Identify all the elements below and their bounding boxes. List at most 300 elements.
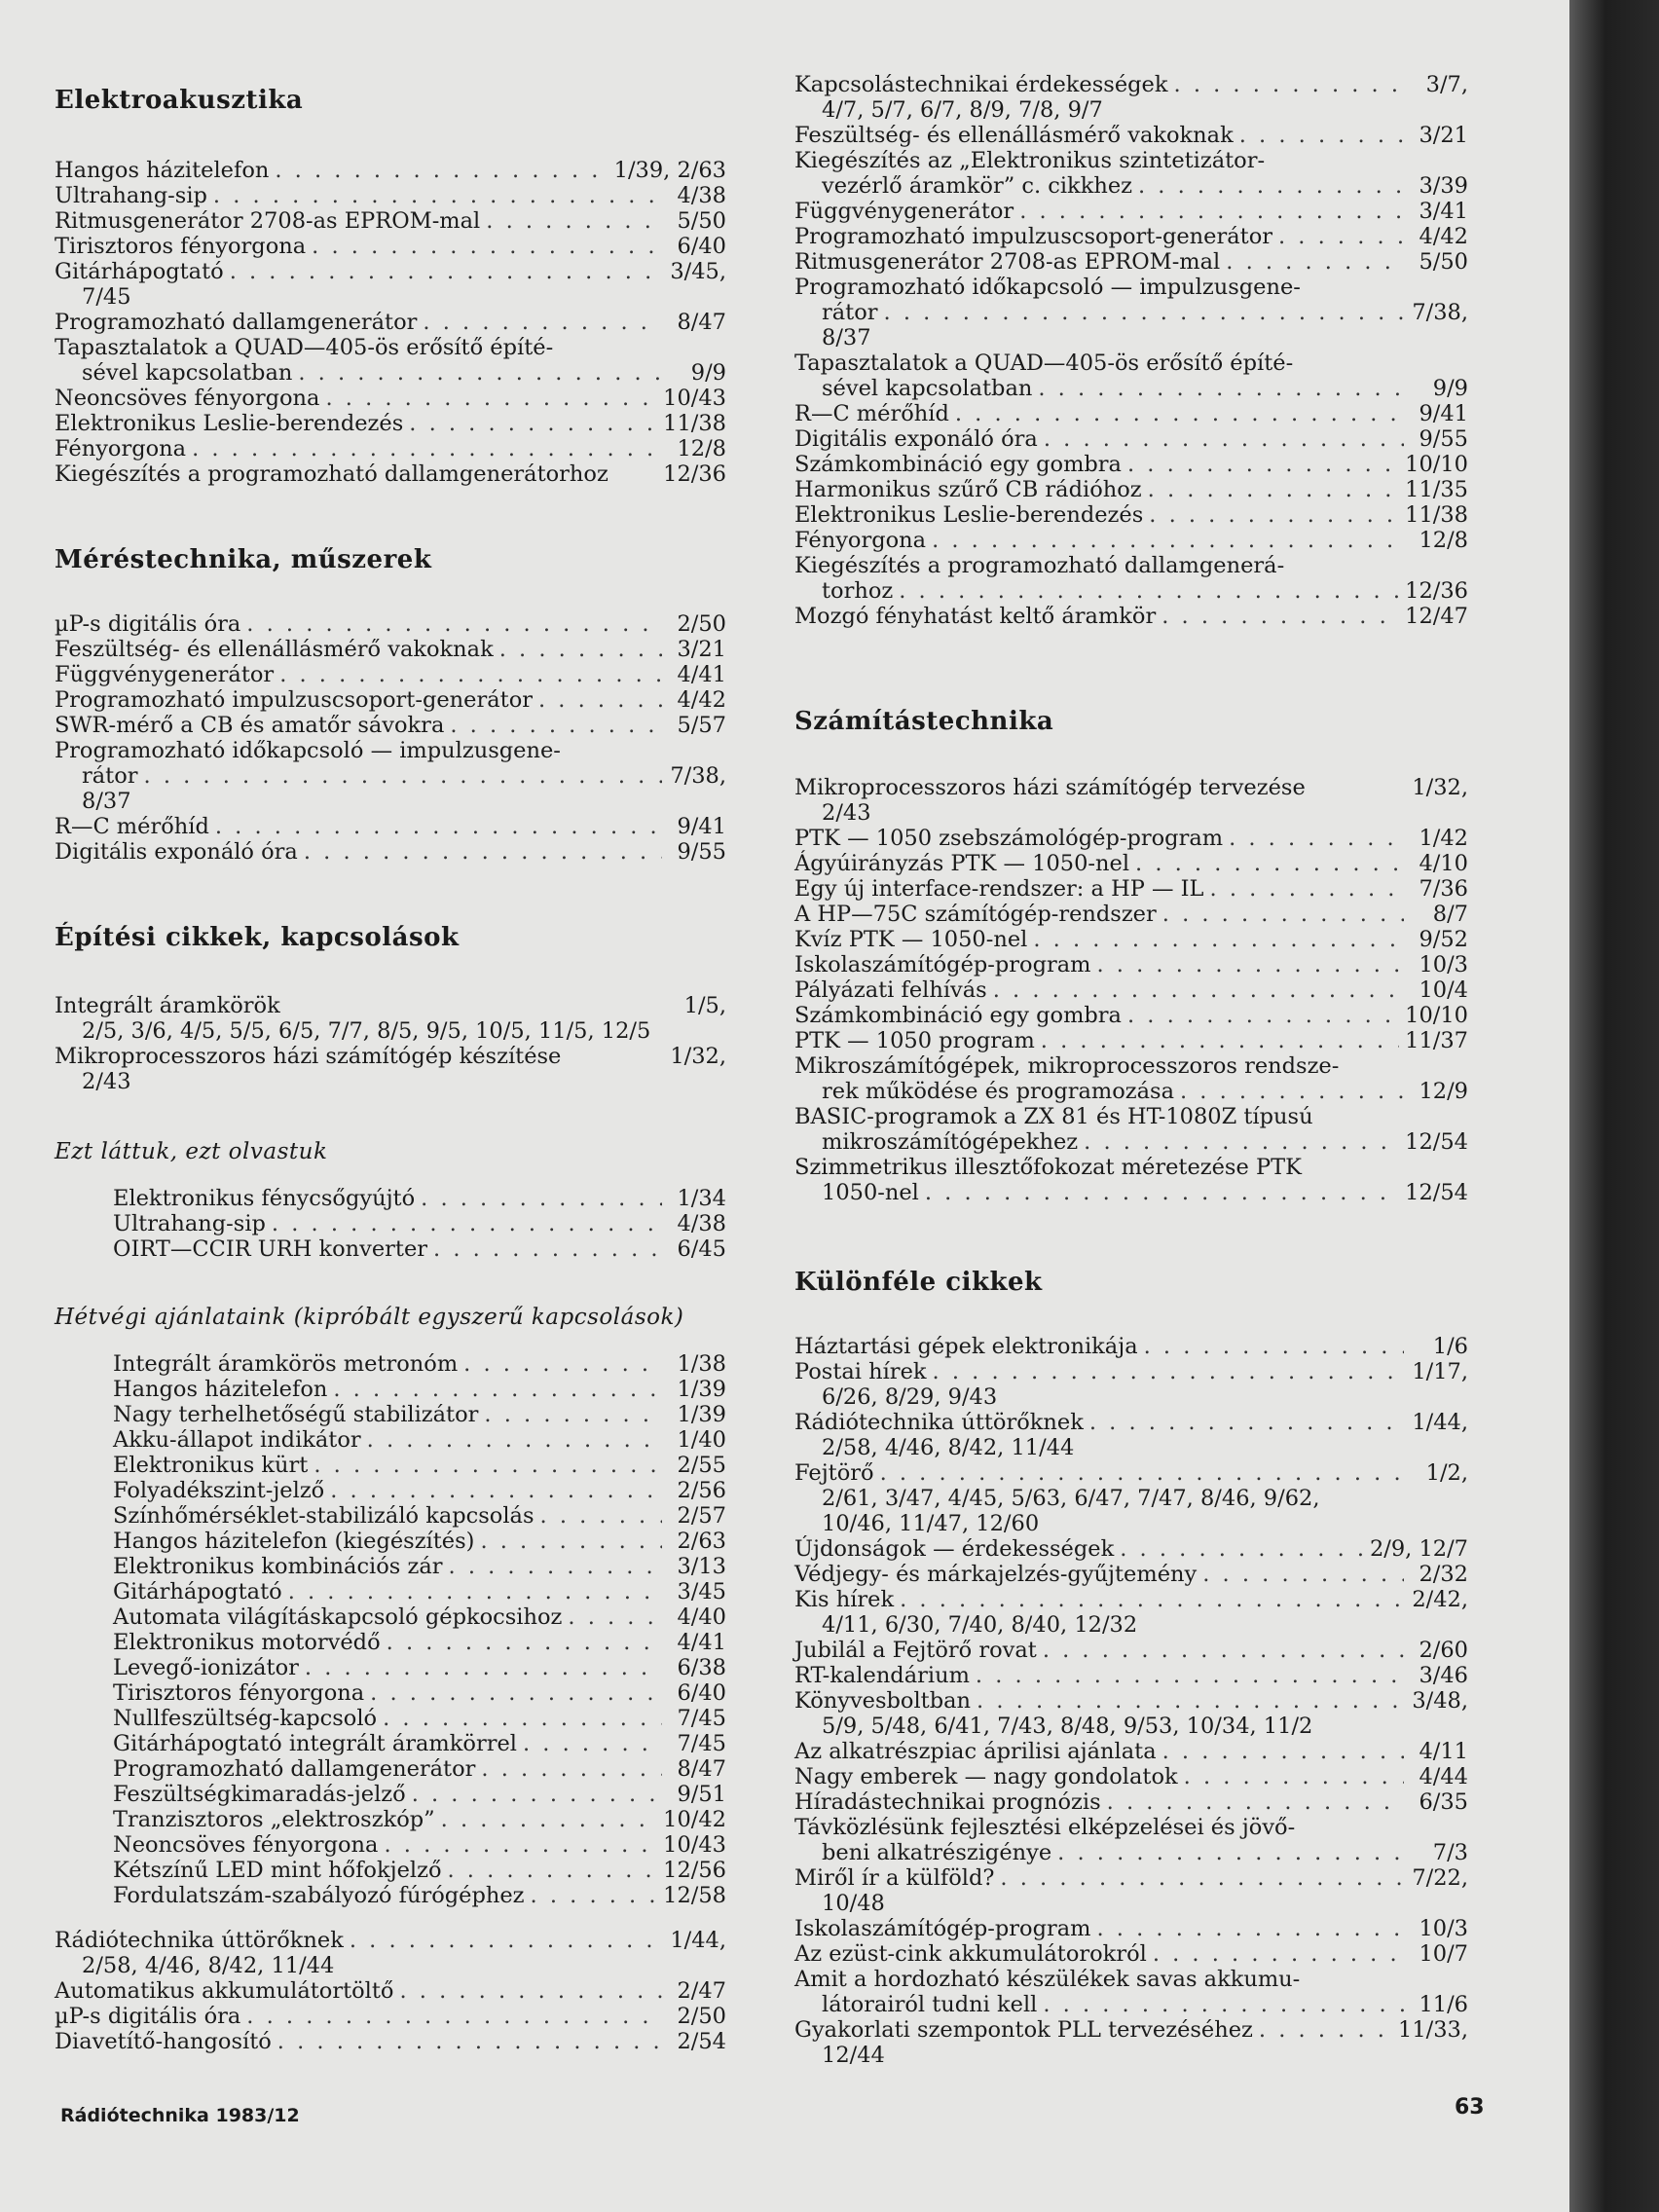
entry-title-line: Tapasztalatok a QUAD—405-ös erősítő építé- xyxy=(55,335,554,360)
entry-page-ref: 3/46 xyxy=(1419,1663,1468,1688)
dot-leader xyxy=(900,1587,1404,1612)
entry-page-ref: 9/55 xyxy=(677,839,726,865)
entry-title: beni alkatrészigénye xyxy=(822,1840,1052,1865)
index-entry xyxy=(794,376,1468,401)
dot-leader xyxy=(481,1756,662,1782)
section-merestechnika xyxy=(55,611,726,865)
index-entry xyxy=(55,158,726,183)
entry-title: Mozgó fényhatást keltő áramkör xyxy=(794,604,1157,629)
index-entry xyxy=(55,1655,726,1680)
entry-page-ref: 3/45, xyxy=(670,259,726,284)
index-entry xyxy=(55,1680,726,1706)
entry-page-ref: 4/40 xyxy=(677,1604,726,1630)
index-entry xyxy=(55,1351,726,1377)
entry-title: rek működése és programozása xyxy=(822,1079,1174,1104)
index-entry xyxy=(55,1579,726,1604)
index-entry xyxy=(55,436,726,461)
index-entry xyxy=(55,1044,726,1069)
entry-continuation: 6/26, 8/29, 9/43 xyxy=(822,1384,998,1410)
index-entry xyxy=(55,386,726,411)
entry-continuation: 2/58, 4/46, 8/42, 11/44 xyxy=(822,1435,1075,1460)
entry-title: Feszültségkimaradás-jelző xyxy=(113,1782,406,1807)
entry-page-ref: 4/41 xyxy=(677,1630,726,1655)
dot-leader xyxy=(1226,249,1404,275)
index-entry xyxy=(55,1706,726,1731)
dot-leader xyxy=(288,1579,662,1604)
entry-title: Rádiótechnika úttörőknek xyxy=(55,1928,344,1953)
entry-title: Elektronikus motorvédő xyxy=(113,1630,381,1655)
entry-title: Digitális exponáló óra xyxy=(55,839,298,865)
entry-page-ref: 2/50 xyxy=(677,2004,726,2029)
dot-leader xyxy=(1153,1941,1404,1967)
index-entry xyxy=(794,1129,1468,1155)
dot-leader xyxy=(399,1978,662,2004)
entry-title: rátor xyxy=(82,763,138,789)
entry-page-ref: 10/43 xyxy=(663,386,726,411)
dot-leader xyxy=(277,2029,662,2054)
footer-journal: Rádiótechnika 1983/12 xyxy=(60,2105,300,2126)
dot-leader xyxy=(1239,123,1404,148)
dot-leader xyxy=(433,1236,662,1262)
dot-leader xyxy=(1019,199,1404,224)
entry-title: Nagy terhelhetőségű stabilizátor xyxy=(113,1402,479,1427)
entry-title: Tranzisztoros „elektroszkóp” xyxy=(113,1807,435,1832)
index-entry xyxy=(794,199,1468,224)
dot-leader xyxy=(899,578,1399,604)
index-entry xyxy=(55,1211,726,1236)
index-entry xyxy=(55,1427,726,1453)
entry-page-ref: 10/3 xyxy=(1419,952,1468,977)
dot-leader xyxy=(387,1630,662,1655)
entry-page-ref: 2/55 xyxy=(677,1453,726,1478)
entry-continuation: 10/48 xyxy=(822,1891,885,1916)
dot-leader xyxy=(880,1460,1404,1486)
entry-continuation: 8/37 xyxy=(822,325,871,350)
index-entry xyxy=(55,1554,726,1579)
dot-leader xyxy=(523,1731,662,1756)
entry-page-ref: 1/5, xyxy=(683,993,726,1018)
section-hetvegi xyxy=(55,1351,726,1908)
index-entry xyxy=(55,1478,726,1503)
entry-title: Számkombináció egy gombra xyxy=(794,1003,1122,1028)
dot-leader xyxy=(1149,502,1399,528)
entry-page-ref: 4/41 xyxy=(677,662,726,687)
dot-leader xyxy=(932,528,1404,553)
dot-leader xyxy=(540,1503,662,1529)
dot-leader xyxy=(531,1883,658,1908)
entry-title: Színhőmérséklet-stabilizáló kapcsolás xyxy=(113,1503,535,1529)
index-entry xyxy=(55,1377,726,1402)
entry-title: Neoncsöves fényorgona xyxy=(113,1832,379,1858)
entry-title: Tirisztoros fényorgona xyxy=(55,234,307,259)
index-entry xyxy=(794,1688,1468,1714)
index-entry xyxy=(55,1453,726,1478)
entry-continuation: 12/44 xyxy=(822,2043,885,2068)
index-entry xyxy=(794,1992,1468,2017)
entry-title: Az ezüst-cink akkumulátorokról xyxy=(794,1941,1147,1967)
entry-title: Harmonikus szűrő CB rádióhoz xyxy=(794,477,1142,502)
entry-continuation: 2/43 xyxy=(822,800,871,826)
entry-title: R—C mérőhíd xyxy=(794,401,949,426)
index-entry xyxy=(55,662,726,687)
entry-page-ref: 1/32, xyxy=(1412,775,1468,800)
index-entry xyxy=(794,927,1468,952)
dot-leader xyxy=(993,977,1404,1003)
section-title-kulonfele: Különféle cikkek xyxy=(794,1268,1043,1297)
entry-page-ref: 8/7 xyxy=(1432,902,1468,927)
entry-title: Könyvesboltban xyxy=(794,1688,972,1714)
entry-title: PTK — 1050 program xyxy=(794,1028,1035,1053)
entry-title: Gitárhápogtató xyxy=(55,259,224,284)
section-title-ezt-lattuk: Ezt láttuk, ezt olvastuk xyxy=(55,1139,328,1164)
entry-title: Nagy emberek — nagy gondolatok xyxy=(794,1764,1178,1789)
entry-page-ref: 11/35 xyxy=(1405,477,1468,502)
entry-page-ref: 7/45 xyxy=(677,1706,726,1731)
section-ezt-lattuk xyxy=(55,1186,726,1262)
index-entry xyxy=(55,1186,726,1211)
entry-title: Diavetítő-hangosító xyxy=(55,2029,272,2054)
entry-page-ref: 2/57 xyxy=(677,1503,726,1529)
dot-leader xyxy=(333,1377,662,1402)
entry-title: mikroszámítógépekhez xyxy=(822,1129,1079,1155)
index-entry xyxy=(794,1460,1468,1486)
entry-page-ref: 2/32 xyxy=(1419,1562,1468,1587)
entry-page-ref: 10/10 xyxy=(1405,452,1468,477)
index-entry xyxy=(55,1832,726,1858)
dot-leader xyxy=(1127,1003,1399,1028)
entry-page-ref: 2/9, 12/7 xyxy=(1369,1536,1468,1562)
dot-leader xyxy=(421,1186,662,1211)
dot-leader xyxy=(1097,952,1405,977)
index-entry xyxy=(55,1756,726,1782)
index-entry xyxy=(794,1180,1468,1205)
index-entry xyxy=(794,502,1468,528)
entry-continuation: 10/46, 11/47, 12/60 xyxy=(822,1511,1040,1536)
index-entry xyxy=(55,1630,726,1655)
entry-page-ref: 1/38 xyxy=(677,1351,726,1377)
index-entry xyxy=(794,452,1468,477)
entry-page-ref: 2/63 xyxy=(677,1529,726,1554)
index-entry xyxy=(55,839,726,865)
entry-title: OIRT—CCIR URH konverter xyxy=(113,1236,428,1262)
dot-leader xyxy=(486,208,662,234)
index-entry xyxy=(55,637,726,662)
index-entry xyxy=(794,1789,1468,1815)
dot-leader xyxy=(325,386,657,411)
index-entry xyxy=(55,763,726,789)
entry-page-ref: 10/7 xyxy=(1419,1941,1468,1967)
index-entry xyxy=(794,902,1468,927)
index-entry xyxy=(794,1410,1468,1435)
entry-page-ref: 12/8 xyxy=(1419,528,1468,553)
dot-leader xyxy=(213,183,662,208)
dot-leader xyxy=(1161,604,1399,629)
entry-page-ref: 12/9 xyxy=(1419,1079,1468,1104)
dot-leader xyxy=(1210,876,1404,902)
entry-continuation: 4/7, 5/7, 6/7, 8/9, 7/8, 9/7 xyxy=(822,97,1103,123)
dot-leader xyxy=(1138,173,1404,199)
entry-title: Iskolaszámítógép-program xyxy=(794,952,1091,977)
entry-page-ref: 12/56 xyxy=(663,1858,726,1883)
entry-page-ref: 5/50 xyxy=(677,208,726,234)
entry-page-ref: 5/50 xyxy=(1419,249,1468,275)
entry-title: Számkombináció egy gombra xyxy=(794,452,1122,477)
index-entry xyxy=(794,1638,1468,1663)
dot-leader xyxy=(1184,1764,1404,1789)
entry-title: Akku-állapot indikátor xyxy=(113,1427,361,1453)
dot-leader xyxy=(976,1663,1404,1688)
entry-continuation: 5/9, 5/48, 6/41, 7/43, 8/48, 9/53, 10/34, 11/2 xyxy=(822,1714,1313,1739)
index-entry xyxy=(55,2029,726,2054)
index-entry xyxy=(794,952,1468,977)
entry-title-line: Kiegészítés a programozható dallamgenerá- xyxy=(794,553,1285,578)
dot-leader xyxy=(1120,1536,1364,1562)
dot-leader xyxy=(370,1680,662,1706)
entry-page-ref: 4/44 xyxy=(1419,1764,1468,1789)
entry-page-ref: 7/38, xyxy=(1412,300,1468,325)
dot-leader xyxy=(441,1807,658,1832)
dot-leader xyxy=(450,713,662,738)
dot-leader xyxy=(1107,1789,1404,1815)
entry-page-ref: 1/42 xyxy=(1419,826,1468,851)
dot-leader xyxy=(298,360,662,386)
index-entry xyxy=(794,604,1468,629)
index-entry xyxy=(794,851,1468,876)
entry-title-line: Távközlésünk fejlesztési elképzelései és jövő- xyxy=(794,1815,1296,1840)
entry-title: Programozható dallamgenerátor xyxy=(55,310,418,335)
entry-title: Fordulatszám-szabályozó fúrógéphez xyxy=(113,1883,525,1908)
entry-page-ref: 10/4 xyxy=(1419,977,1468,1003)
dot-leader xyxy=(977,1688,1404,1714)
entry-page-ref: 2/60 xyxy=(1419,1638,1468,1663)
entry-title: Programozható dallamgenerátor xyxy=(113,1756,476,1782)
index-entry xyxy=(794,173,1468,199)
entry-title: Pályázati felhívás xyxy=(794,977,987,1003)
entry-title: Nullfeszültség-kapcsoló xyxy=(113,1706,378,1731)
entry-page-ref: 3/41 xyxy=(1419,199,1468,224)
entry-title: Automata világításkapcsoló gépkocsihoz xyxy=(113,1604,563,1630)
entry-page-ref: 2/50 xyxy=(677,611,726,637)
entry-page-ref: 9/9 xyxy=(1432,376,1468,401)
entry-title-line: BASIC-programok a ZX 81 és HT-1080Z típusú xyxy=(794,1104,1313,1129)
dot-leader xyxy=(305,1655,662,1680)
dot-leader xyxy=(384,1832,657,1858)
index-entry xyxy=(55,687,726,713)
entry-title: Ultrahang-sip xyxy=(113,1211,266,1236)
entry-page-ref: 11/38 xyxy=(1405,502,1468,528)
entry-page-ref: 7/3 xyxy=(1432,1840,1468,1865)
right-column xyxy=(794,72,1468,2068)
entry-title: Levegő-ionizátor xyxy=(113,1655,299,1680)
entry-page-ref: 7/45 xyxy=(677,1731,726,1756)
index-entry xyxy=(794,300,1468,325)
index-entry xyxy=(55,713,726,738)
index-entry xyxy=(794,1334,1468,1359)
index-entry xyxy=(794,578,1468,604)
entry-page-ref: 12/54 xyxy=(1405,1129,1468,1155)
index-entry xyxy=(55,1883,726,1908)
dot-leader xyxy=(1180,1079,1404,1104)
entry-title-line: Mikroszámítógépek, mikroprocesszoros rendsze- xyxy=(794,1053,1340,1079)
dot-leader xyxy=(1278,224,1404,249)
index-entry xyxy=(55,1236,726,1262)
entry-title: Mikroprocesszoros házi számítógép készítése xyxy=(55,1044,562,1069)
entry-continuation: 8/37 xyxy=(82,789,131,814)
index-entry xyxy=(794,401,1468,426)
dot-leader xyxy=(925,1180,1399,1205)
entry-page-ref: 3/21 xyxy=(677,637,726,662)
entry-title: RT-kalendárium xyxy=(794,1663,970,1688)
entry-page-ref: 1/44, xyxy=(670,1928,726,1953)
entry-page-ref: 3/45 xyxy=(677,1579,726,1604)
entry-title: Programozható impulzuscsoport-generátor xyxy=(55,687,533,713)
index-entry xyxy=(794,1359,1468,1384)
entry-title: Háztartási gépek elektronikája xyxy=(794,1334,1138,1359)
entry-title-line: Szimmetrikus illesztőfokozat méretezése PTK xyxy=(794,1155,1302,1180)
entry-page-ref: 9/9 xyxy=(690,360,726,386)
index-entry xyxy=(794,1587,1468,1612)
index-entry xyxy=(55,1402,726,1427)
entry-title: Folyadékszint-jelző xyxy=(113,1478,325,1503)
dot-leader xyxy=(246,2004,662,2029)
entry-page-ref: 4/42 xyxy=(677,687,726,713)
dot-leader xyxy=(1144,1334,1404,1359)
entry-continuation: 2/5, 3/6, 4/5, 5/5, 6/5, 7/7, 8/5, 9/5, 10/5, 11/5, 12/5 xyxy=(82,1018,651,1044)
dot-leader xyxy=(1162,902,1404,927)
entry-page-ref: 10/3 xyxy=(1419,1916,1468,1941)
entry-title: Híradástechnikai prognózis xyxy=(794,1789,1101,1815)
entry-page-ref: 3/39 xyxy=(1419,173,1468,199)
entry-page-ref: 3/21 xyxy=(1419,123,1468,148)
entry-page-ref: 3/48, xyxy=(1412,1688,1468,1714)
entry-title: sével kapcsolatban xyxy=(82,360,293,386)
dot-leader xyxy=(884,300,1404,325)
entry-page-ref: 12/58 xyxy=(663,1883,726,1908)
entry-title: Gyakorlati szempontok PLL tervezéséhez xyxy=(794,2017,1253,2043)
entry-title: Integrált áramkörös metronóm xyxy=(113,1351,459,1377)
entry-title: Az alkatrészpiac áprilisi ajánlata xyxy=(794,1739,1157,1764)
entry-page-ref: 4/11 xyxy=(1419,1739,1468,1764)
entry-title: látorairól tudni kell xyxy=(822,1992,1038,2017)
dot-leader xyxy=(272,1211,662,1236)
dot-leader xyxy=(933,1359,1404,1384)
entry-page-ref: 10/10 xyxy=(1405,1003,1468,1028)
entry-title: Újdonságok — érdekességek xyxy=(794,1536,1115,1562)
entry-title-line: Kiegészítés az „Elektronikus szintetizátor- xyxy=(794,148,1266,173)
entry-page-ref: 4/42 xyxy=(1419,224,1468,249)
dot-leader xyxy=(1135,851,1404,876)
entry-page-ref: 2/47 xyxy=(677,1978,726,2004)
entry-page-ref: 6/35 xyxy=(1419,1789,1468,1815)
index-entry xyxy=(55,461,726,487)
entry-title: Ritmusgenerátor 2708-as EPROM-mal xyxy=(794,249,1221,275)
index-entry xyxy=(794,876,1468,902)
entry-page-ref: 7/38, xyxy=(670,763,726,789)
index-entry xyxy=(794,528,1468,553)
entry-title: Elektronikus Leslie-berendezés xyxy=(794,502,1144,528)
dot-leader xyxy=(538,687,662,713)
entry-title: Digitális exponáló óra xyxy=(794,426,1038,452)
entry-title: Kapcsolástechnikai érdekességek xyxy=(794,72,1168,97)
entry-page-ref: 9/55 xyxy=(1419,426,1468,452)
entry-title: Kvíz PTK — 1050-nel xyxy=(794,927,1028,952)
index-entry xyxy=(794,477,1468,502)
dot-leader xyxy=(955,401,1404,426)
entry-title: Jubilál a Fejtörő rovat xyxy=(794,1638,1037,1663)
section-elektroakusztika xyxy=(55,158,726,487)
entry-page-ref: 2/42, xyxy=(1412,1587,1468,1612)
entry-page-ref: 8/47 xyxy=(677,310,726,335)
index-entry xyxy=(794,1003,1468,1028)
entry-page-ref: 11/38 xyxy=(663,411,726,436)
entry-title: Egy új interface-rendszer: a HP — IL xyxy=(794,876,1204,902)
entry-page-ref: 1/39, 2/63 xyxy=(613,158,726,183)
entry-continuation: 2/43 xyxy=(82,1069,131,1094)
entry-title: PTK — 1050 zsebszámológép-program xyxy=(794,826,1224,851)
entry-continuation: 2/61, 3/47, 4/45, 5/63, 6/47, 7/47, 8/46, 9/62, xyxy=(822,1486,1320,1511)
dot-leader xyxy=(1174,72,1404,97)
entry-title: SWR-mérő a CB és amatőr sávokra xyxy=(55,713,445,738)
entry-page-ref: 3/7, xyxy=(1425,72,1468,97)
entry-title-line: Programozható időkapcsoló — impulzusgene- xyxy=(794,275,1301,300)
entry-page-ref: 2/54 xyxy=(677,2029,726,2054)
index-entry xyxy=(794,1079,1468,1104)
index-entry xyxy=(794,224,1468,249)
entry-title: Mikroprocesszoros házi számítógép tervezése xyxy=(794,775,1306,800)
entry-page-ref: 8/47 xyxy=(677,1756,726,1782)
entry-continuation: 7/45 xyxy=(82,284,131,310)
entry-title: Hangos házitelefon xyxy=(55,158,270,183)
dot-leader xyxy=(1043,1638,1404,1663)
index-entry xyxy=(794,1916,1468,1941)
entry-title: Hangos házitelefon xyxy=(113,1377,328,1402)
dot-leader xyxy=(304,839,662,865)
dot-leader xyxy=(330,1478,662,1503)
dot-leader xyxy=(350,1928,662,1953)
dot-leader xyxy=(230,259,662,284)
entry-page-ref: 4/38 xyxy=(677,183,726,208)
entry-page-ref: 9/52 xyxy=(1419,927,1468,952)
dot-leader xyxy=(568,1604,662,1630)
entry-title: Elektronikus kürt xyxy=(113,1453,309,1478)
entry-continuation: 2/58, 4/46, 8/42, 11/44 xyxy=(82,1953,335,1978)
index-entry xyxy=(55,1928,726,1953)
dot-leader xyxy=(1202,1562,1404,1587)
index-entry xyxy=(55,1782,726,1807)
entry-title: Hangos házitelefon (kiegészítés) xyxy=(113,1529,475,1554)
dot-leader xyxy=(192,436,662,461)
index-entry xyxy=(55,1978,726,2004)
index-entry xyxy=(55,360,726,386)
section-title-elektroakusztika: Elektroakusztika xyxy=(55,86,304,115)
entry-title: Kiegészítés a programozható dallamgenerátorhoz xyxy=(55,461,608,487)
section-kulonfele xyxy=(794,1334,1468,2068)
index-entry xyxy=(55,1503,726,1529)
entry-title: vezérlő áramkör” c. cikkhez xyxy=(822,173,1132,199)
dot-leader xyxy=(1259,2017,1392,2043)
entry-page-ref: 12/47 xyxy=(1405,604,1468,629)
entry-page-ref: 1/6 xyxy=(1432,1334,1468,1359)
index-entry xyxy=(794,72,1468,97)
entry-title-line: Programozható időkapcsoló — impulzusgene- xyxy=(55,738,561,763)
entry-page-ref: 3/13 xyxy=(677,1554,726,1579)
index-entry xyxy=(794,123,1468,148)
dot-leader xyxy=(383,1706,662,1731)
index-entry xyxy=(794,826,1468,851)
dot-leader xyxy=(1148,477,1400,502)
index-entry xyxy=(794,1663,1468,1688)
dot-leader xyxy=(448,1858,658,1883)
